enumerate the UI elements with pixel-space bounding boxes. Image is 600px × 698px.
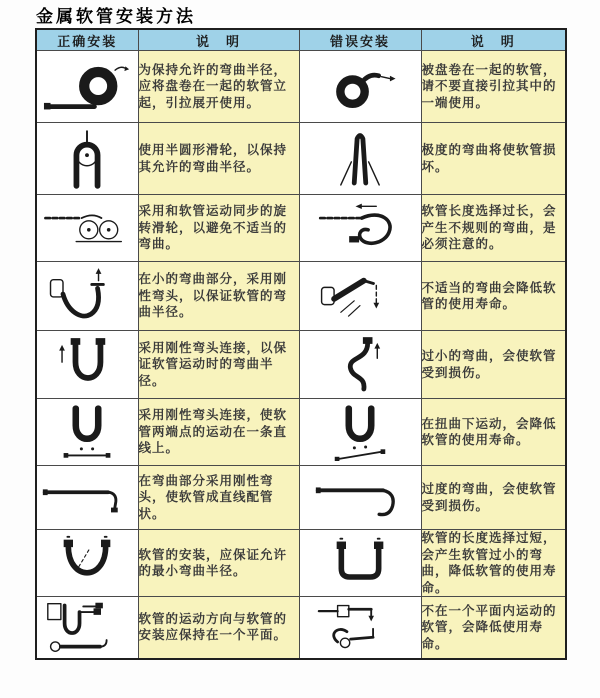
header-row: [36, 29, 566, 51]
wrong-description: 过度的弯曲，会使软管受到损伤。: [421, 466, 566, 530]
correct-description: 采用刚性弯头连接，以保证软管运动时的弯曲半径。: [138, 331, 299, 399]
wrong-image-cell: [299, 597, 421, 659]
wrong-description: 过小的弯曲，会使软管受到损伤。: [421, 331, 566, 399]
extreme-sharp-bend-icon: [312, 128, 408, 190]
table-row: [36, 262, 566, 331]
wrong-image-cell: [299, 123, 421, 195]
wrong-description: 软管长度选择过长，会产生不规则的弯曲，是必须注意的。: [421, 195, 566, 262]
overlong-irregular-loop-icon: [312, 200, 408, 256]
table-row: [36, 331, 566, 399]
wrong-description: 不适当的弯曲会降低软管的使用寿命。: [421, 262, 566, 331]
wrong-image-cell: [299, 530, 421, 597]
correct-image-cell: [36, 530, 138, 597]
non-planar-motion-icon: [312, 599, 408, 655]
header-correct-install: 正确安装: [36, 29, 138, 51]
correct-description: 为保持允许的弯曲半径，应将盘卷在一起的软管立起，引拉展开使用。: [138, 51, 299, 123]
table-row: [36, 399, 566, 466]
wrong-image-cell: [299, 262, 421, 331]
table-row: [36, 51, 566, 123]
rigid-elbow-small-bend-icon: [39, 266, 135, 326]
wrong-description: 被盘卷在一起的软管，请不要直接引拉其中的一端使用。: [421, 51, 566, 123]
improper-bend-icon: [312, 266, 408, 326]
too-small-bend-icon: [312, 335, 408, 395]
wrong-image-cell: [299, 195, 421, 262]
table-row: [36, 597, 566, 659]
wrong-image-cell: [299, 331, 421, 399]
correct-image-cell: [36, 597, 138, 659]
correct-description: 采用刚性弯头连接，使软管两端点的运动在一条直线上。: [138, 399, 299, 466]
correct-description: 使用半圆形滑轮，以保持其允许的弯曲半径。: [138, 123, 299, 195]
synchronized-rotating-pulleys-icon: [39, 200, 135, 256]
u-twisted-motion-icon: [312, 403, 408, 461]
correct-description: 软管的运动方向与软管的安装应保持在一个平面。: [138, 597, 299, 659]
correct-description: 在弯曲部分采用刚性弯头，使软管成直线配管状。: [138, 466, 299, 530]
wrong-description: 极度的弯曲将使软管损坏。: [421, 123, 566, 195]
table-row: [36, 466, 566, 530]
header-description-2: 说 明: [421, 29, 566, 51]
page-title: 金属软管安装方法: [36, 7, 196, 27]
table-row: [36, 123, 566, 195]
header-description-1: 说 明: [138, 29, 299, 51]
wrong-description: 在扭曲下运动，会降低软管的使用寿命。: [421, 399, 566, 466]
header-wrong-install: 错误安装: [299, 29, 421, 51]
correct-image-cell: [36, 195, 138, 262]
straight-pipe-rigid-elbow-icon: [39, 471, 135, 525]
correct-image-cell: [36, 262, 138, 331]
correct-image-cell: [36, 51, 138, 123]
table-row: [36, 530, 566, 597]
correct-image-cell: [36, 123, 138, 195]
wrong-description: 软管的长度选择过短，会产生软管过小的弯曲，降低软管的使用寿命。: [421, 530, 566, 597]
wrong-image-cell: [299, 466, 421, 530]
installation-table: [35, 28, 567, 660]
correct-description: 软管的安装，应保证允许的最小弯曲半径。: [138, 530, 299, 597]
correct-description: 采用和软管运动同步的旋转滑轮，以避免不适当的弯曲。: [138, 195, 299, 262]
table-row: [36, 195, 566, 262]
single-plane-motion-icon: [39, 599, 135, 655]
wrong-image-cell: [299, 399, 421, 466]
coil-upright-unrolled-icon: [39, 58, 135, 116]
semicircular-pulley-icon: [39, 128, 135, 190]
rigid-elbow-u-connection-icon: [39, 335, 135, 395]
correct-image-cell: [36, 331, 138, 399]
excessive-end-bend-icon: [312, 471, 408, 525]
correct-image-cell: [36, 466, 138, 530]
wrong-image-cell: [299, 51, 421, 123]
wrong-description: 不在一个平面内运动的软管，会降低使用寿命。: [421, 597, 566, 659]
correct-image-cell: [36, 399, 138, 466]
correct-description: 在小的弯曲部分，采用刚性弯头，以保证软管的弯曲半径。: [138, 262, 299, 331]
u-endpoints-inline-motion-icon: [39, 403, 135, 461]
too-short-squared-u-icon: [312, 535, 408, 591]
minimum-bend-radius-u-icon: [39, 535, 135, 591]
coil-flat-pulled-icon: [312, 58, 408, 116]
